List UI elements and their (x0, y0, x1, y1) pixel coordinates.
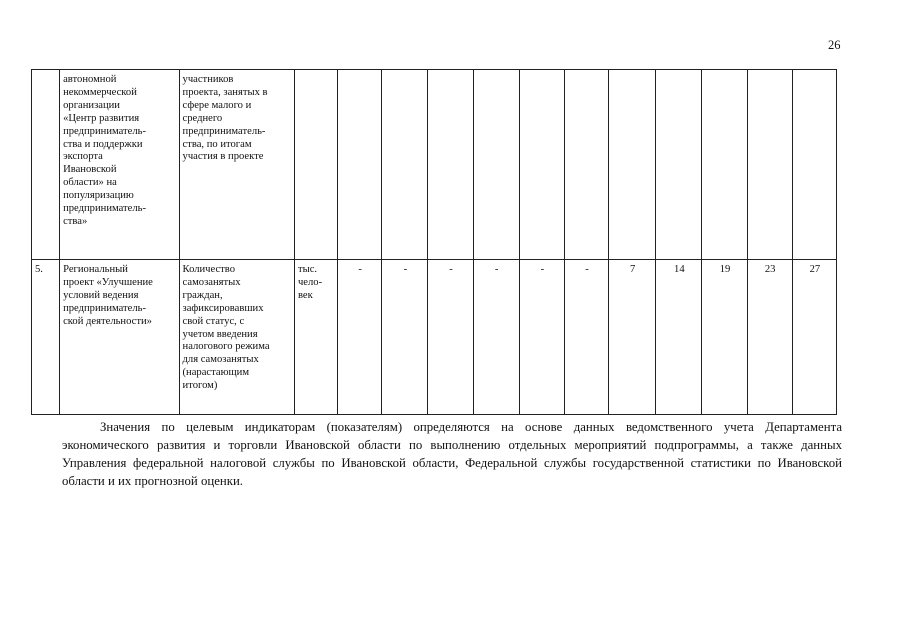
value-cell (519, 70, 564, 260)
value-cell (702, 70, 747, 260)
value-cell: - (338, 260, 382, 415)
value-cell: 7 (609, 260, 656, 415)
value-cell: - (428, 260, 473, 415)
value-cell (428, 70, 473, 260)
value-cell (792, 70, 836, 260)
value-cell (564, 70, 608, 260)
note-paragraph: Значения по целевым индикаторам (показателям) определяются на основе данных ведомственного учета Департамента экономического развития и торговли Ивановской области по выполнению отдельных мероприятий подпрограммы, а также данных Управления федеральной налоговой службы по Ивановской области, Федеральной службы государственной статистики по Ивановской области и их прогнозной оценки. (62, 420, 842, 488)
value-cell: 23 (747, 260, 792, 415)
row-number-cell: 5. (32, 260, 60, 415)
value-cell (473, 70, 519, 260)
table-row (32, 260, 837, 415)
indicator-cell: участников проекта, занятых в сфере малого и среднего предприниматель- ства, по итогам участия в проекте (179, 70, 294, 260)
value-cell: - (382, 260, 428, 415)
row-number-cell (32, 70, 60, 260)
value-cell: 14 (656, 260, 702, 415)
indicator-cell: Количество самозанятых граждан, зафиксировавших свой статус, с учетом введения налогового режима для самозанятых (нарастающим итогом) (179, 260, 294, 415)
name-cell: Региональный проект «Улучшение условий ведения предприниматель- ской деятельности» (60, 260, 179, 415)
value-cell: - (519, 260, 564, 415)
value-cell: - (564, 260, 608, 415)
value-cell: 27 (792, 260, 836, 415)
value-cell: - (473, 260, 519, 415)
value-cell (338, 70, 382, 260)
unit-cell: тыс. чело- век (294, 260, 337, 415)
value-cell (609, 70, 656, 260)
unit-cell (294, 70, 337, 260)
page-number: 26 (828, 38, 841, 52)
name-cell: автономной некоммерческой организации «Центр развития предприниматель- ства и поддержки экспорта Ивановской области» на популяризацию предприниматель- ства» (60, 70, 179, 260)
value-cell: 19 (702, 260, 747, 415)
value-cell (656, 70, 702, 260)
value-cell (747, 70, 792, 260)
table-body (32, 70, 837, 415)
indicators-table (31, 69, 837, 415)
value-cell (382, 70, 428, 260)
table-row (32, 70, 837, 260)
